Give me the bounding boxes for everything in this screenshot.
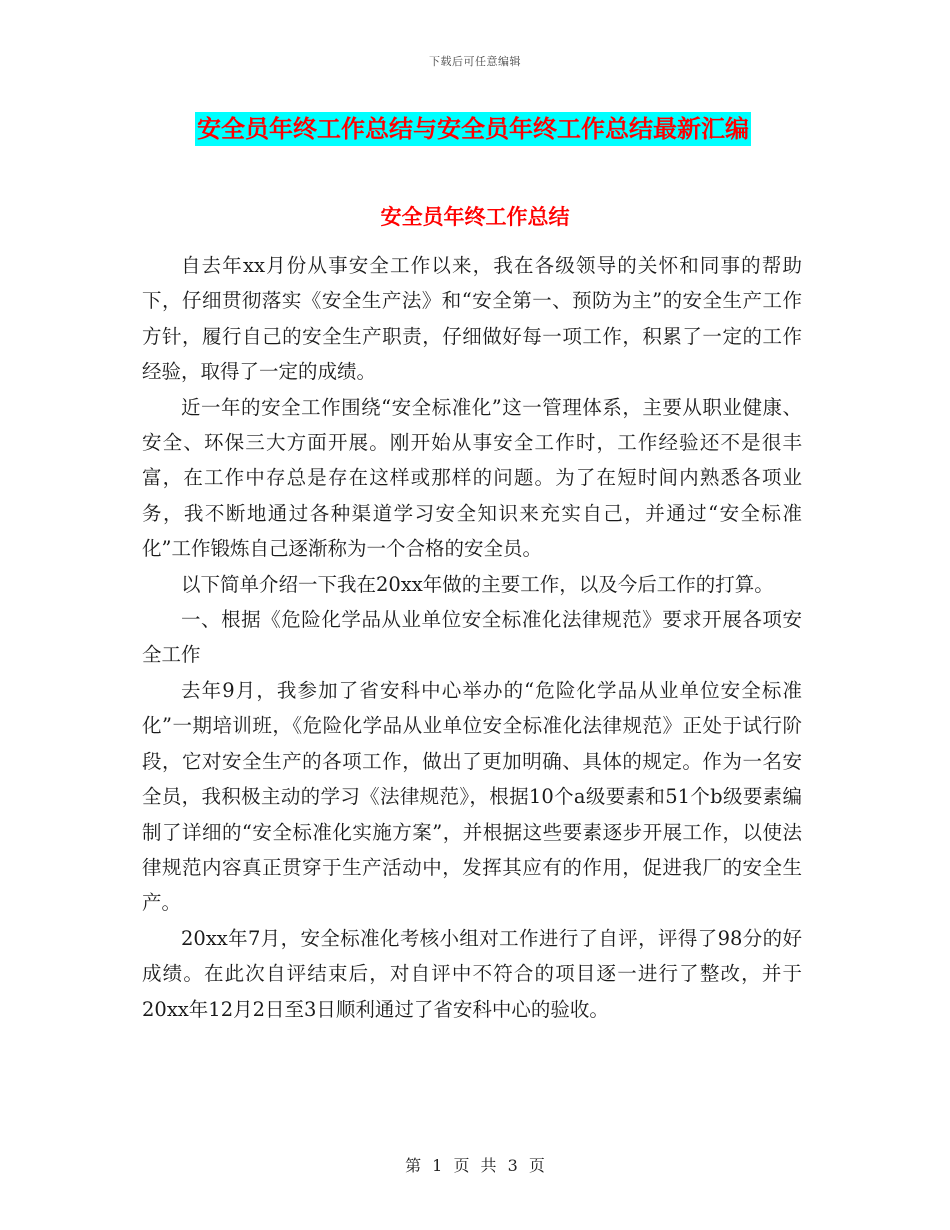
paragraph: 以下简单介绍一下我在20xx年做的主要工作，以及今后工作的打算。	[181, 572, 774, 596]
document-title-container	[195, 112, 801, 146]
document-body	[142, 248, 802, 1027]
paragraph: 20xx年7月，安全标准化考核小组对工作进行了自评，评得了98分的好成绩。在此次自评结束后，对自评中不符合的项目逐一进行了整改，并于20xx年12月2日至3日顺利通过了省安科中心的验收。	[142, 926, 802, 1021]
header-note: 下载后可任意编辑	[429, 55, 521, 68]
page-footer: 第 1 页 共 3 页	[405, 1156, 545, 1175]
paragraph: 自去年xx月份从事安全工作以来，我在各级领导的关怀和同事的帮助下，仔细贯彻落实《安全生产法》和“安全第一、预防为主”的安全生产工作方针，履行自己的安全生产职责，仔细做好每一项工作，积累了一定的工作经验，取得了一定的成绩。	[142, 254, 802, 384]
paragraph: 去年9月，我参加了省安科中心举办的“危险化学品从业单位安全标准化”一期培训班，《危险化学品从业单位安全标准化法律规范》正处于试行阶段，它对安全生产的各项工作，做出了更加明确、具体的规定。作为一名安全员，我积极主动的学习《法律规范》，根据10个a级要素和51个b级要素编制了详细的“安全标准化实施方案”，并根据这些要素逐步开展工作，以使法律规范内容真正贯穿于生产活动中，发挥其应有的作用，促进我厂的安全生产。	[142, 678, 802, 915]
document-title: 安全员年终工作总结与安全员年终工作总结最新汇编	[195, 112, 751, 146]
paragraph: 近一年的安全工作围绕“安全标准化”这一管理体系，主要从职业健康、安全、环保三大方面开展。刚开始从事安全工作时，工作经验还不是很丰富，在工作中存总是存在这样或那样的问题。为了在短时间内熟悉各项业务，我不断地通过各种渠道学习安全知识来充实自己，并通过“安全标准化”工作锻炼自己逐渐称为一个合格的安全员。	[142, 395, 802, 561]
paragraph-heading: 一、根据《危险化学品从业单位安全标准化法律规范》要求开展各项安全工作	[142, 608, 802, 667]
section-title: 安全员年终工作总结	[380, 205, 570, 229]
